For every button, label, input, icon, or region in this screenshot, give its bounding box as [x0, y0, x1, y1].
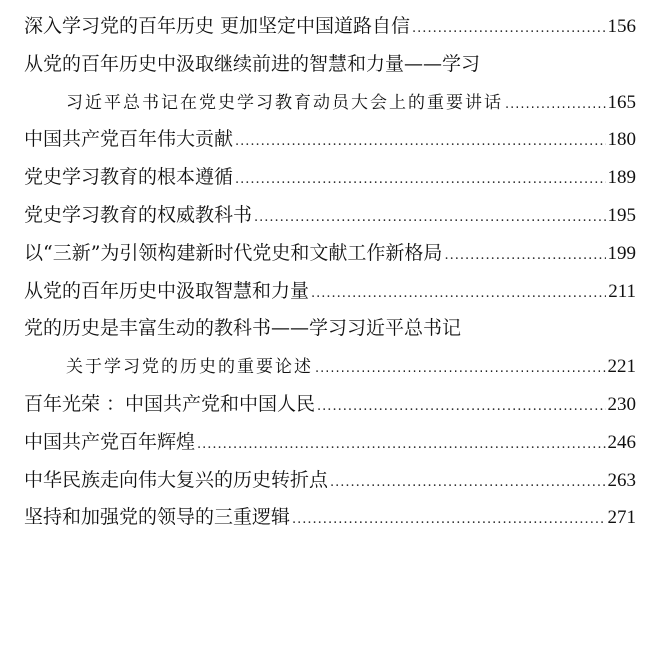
- toc-entry[interactable]: [24, 273, 636, 311]
- toc-leader-dots: [505, 86, 606, 122]
- toc-entry-title: 党的历史是丰富生动的教科书——学习习近平总书记: [24, 317, 462, 340]
- toc-leader-dots: [412, 10, 605, 46]
- toc-entry-title: 中国共产党百年辉煌: [24, 430, 196, 453]
- toc-entry-page: 165: [607, 91, 636, 113]
- toc-entry[interactable]: [24, 159, 636, 197]
- toc-entry-title: 坚持和加强党的领导的三重逻辑: [24, 506, 291, 529]
- toc-leader-dots: [235, 123, 605, 159]
- toc-entry-title: 关于学习党的历史的重要论述: [66, 357, 313, 378]
- toc-entry[interactable]: [24, 8, 636, 46]
- toc-entry-title: 百年光荣 ：中国共产党和中国人民: [24, 392, 316, 415]
- toc-entry-page: 271: [607, 507, 636, 529]
- toc-entry[interactable]: [24, 121, 636, 159]
- toc-entry-title: 党史学习教育的根本遵循: [24, 166, 234, 189]
- toc-entry-page: 199: [607, 242, 636, 264]
- toc-entry[interactable]: [24, 235, 636, 273]
- toc-entry-continuation[interactable]: [24, 84, 636, 122]
- toc-leader-dots: [235, 161, 605, 197]
- toc-entry-page: 156: [607, 16, 636, 37]
- toc-entry-page: 221: [607, 356, 636, 378]
- toc-entry-page: 246: [607, 431, 636, 453]
- toc-entry-page: 195: [607, 204, 636, 226]
- toc-entry-page: 211: [608, 280, 636, 302]
- toc-entry[interactable]: [24, 462, 636, 500]
- toc-entry-title: 习近平总书记在党史学习教育动员大会上的重要讲话: [66, 92, 503, 113]
- toc-leader-dots: [315, 350, 606, 386]
- toc-entry[interactable]: [24, 386, 636, 424]
- toc-leader-dots: [197, 426, 605, 462]
- toc-entry-title: 党史学习教育的权威教科书: [24, 203, 253, 226]
- toc-leader-dots: [317, 388, 605, 424]
- toc-leader-dots: [311, 275, 606, 311]
- toc-entry-title: 以“三新”为引领构建新时代党史和文献工作新格局: [24, 241, 443, 264]
- toc-entry-title: 中国共产党百年伟大贡献: [24, 128, 234, 151]
- toc-entry-title: 从党的百年历史中汲取智慧和力量: [24, 279, 310, 302]
- toc-leader-dots: [254, 199, 605, 235]
- toc-entry[interactable]: [24, 499, 636, 537]
- toc-entry-title: 从党的百年历史中汲取继续前进的智慧和力量——学习: [24, 52, 481, 75]
- toc-entry-page: 180: [607, 129, 636, 151]
- toc-entry-title: 深入学习党的百年历史 更加坚定中国道路自信: [24, 15, 411, 37]
- toc-entry-page: 263: [607, 469, 636, 491]
- toc-entry-page: 230: [607, 393, 636, 415]
- table-of-contents: [24, 8, 636, 537]
- toc-entry-page: 189: [607, 167, 636, 189]
- toc-leader-dots: [444, 237, 605, 273]
- toc-entry[interactable]: [24, 46, 636, 84]
- toc-entry-continuation[interactable]: [24, 348, 636, 386]
- toc-leader-dots: [292, 501, 605, 537]
- toc-entry-title: 中华民族走向伟大复兴的历史转折点: [24, 468, 329, 491]
- toc-entry[interactable]: [24, 424, 636, 462]
- toc-leader-dots: [330, 464, 605, 500]
- toc-entry[interactable]: [24, 310, 636, 348]
- toc-entry[interactable]: [24, 197, 636, 235]
